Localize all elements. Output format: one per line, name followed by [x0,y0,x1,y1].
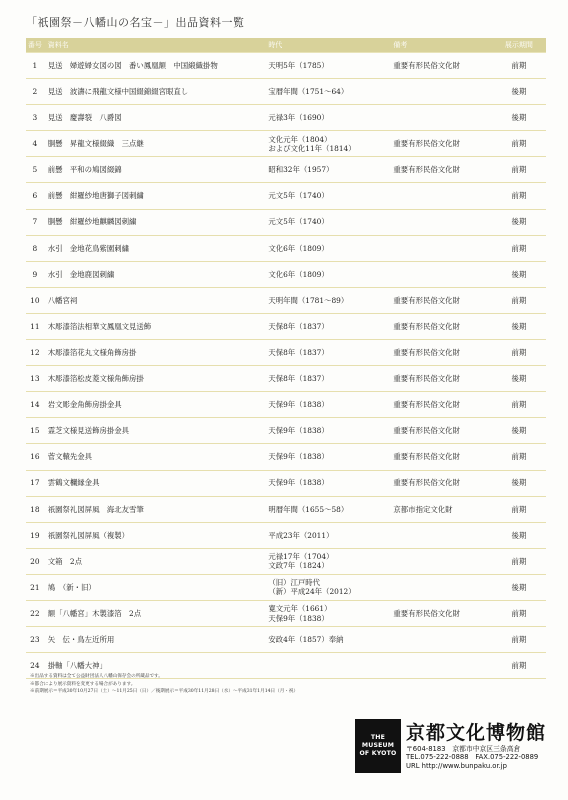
row-note: 重要有形民俗文化財 [393,295,460,305]
row-era-line: 昭和32年（1957） [268,165,334,175]
row-period: 前期 [511,661,527,671]
table-row [26,497,546,523]
row-era-line: 天保9年（1838） [268,400,329,410]
museum-name: 京都文化博物館 [406,722,547,744]
row-item-name [44,661,265,670]
row-note: 重要有形民俗文化財 [393,321,460,331]
museum-info [406,718,546,770]
row-era-line: 安政4年（1857）奉納 [268,634,344,644]
table-row [26,53,546,79]
row-era [264,135,389,154]
row-item-name-text: 木彫漆箔法相華文鳳凰文見送飾 [47,321,152,331]
museum-url[interactable]: URL http://www.bunpaku.or.jp [406,761,507,770]
row-era-line: 明暦年間（1655～58） [268,504,349,514]
row-period: 後期 [511,582,527,592]
row-era [264,426,389,435]
row-item-name-text: 八幡宮祠 [47,295,78,305]
row-era [264,635,389,644]
row-item-name [44,478,265,487]
row-era [264,244,389,253]
row-item-name [44,400,265,409]
row-item-name [44,165,265,174]
row-number: 23 [30,634,40,644]
row-number: 5 [32,165,38,175]
row-number: 7 [32,217,38,227]
header-name: 資料名 [47,41,69,49]
row-item-name-text: 文箱 2点 [47,556,82,566]
row-note: 重要有形民俗文化財 [393,347,460,357]
table-row [26,131,546,157]
table-row [26,366,546,392]
row-period: 後期 [511,87,527,97]
museum-phone-fax: TEL.075-222-0888 FAX.075-222-0889 [406,753,539,762]
row-number: 8 [32,243,38,253]
header-period: 展示期間 [504,41,533,49]
table-row [26,79,546,105]
row-note: 重要有形民俗文化財 [393,478,460,488]
row-item-name-text: 胴懸 昇龍文様綴織 三点継 [47,139,144,149]
row-item-name [44,296,265,305]
header-era: 時代 [268,41,283,49]
footnote-line: ※都合により展示資料を変更する場合があります。 [30,681,136,687]
row-item-name [44,609,265,618]
row-era [264,604,389,623]
row-item-name [44,348,265,357]
row-number: 11 [30,321,40,331]
row-note: 重要有形民俗文化財 [393,452,460,462]
row-era-line: 元禄3年（1690） [268,113,329,123]
row-period: 前期 [511,556,527,566]
row-item-name-text: 前懸 平和の鳩図綴錦 [47,165,122,175]
row-item-name [44,583,265,592]
row-era [264,61,389,70]
row-note: 重要有形民俗文化財 [393,374,460,384]
row-era-line: 天明5年（1785） [268,60,329,70]
row-era-line: 元禄17年（1704） [268,552,334,562]
row-era [264,296,389,305]
row-era [264,348,389,357]
row-number: 3 [32,113,38,123]
row-note: 重要有形民俗文化財 [393,426,460,436]
row-era-line: （旧）江戸時代 [268,578,321,588]
row-item-name-text: 岩文彫金角飾房掛金具 [47,400,122,410]
row-item-name [44,87,265,96]
row-period: 後期 [511,374,527,384]
row-number: 15 [30,426,40,436]
row-item-name-text: 掛軸「八幡大神」 [47,661,107,671]
header-note: 備考 [393,41,408,49]
row-item-name-text: 祇園祭礼図屏風（複製） [47,530,130,540]
row-era-line: 天保8年（1837） [268,321,329,331]
row-period: 前期 [511,347,527,357]
row-item-name [44,452,265,461]
row-number: 2 [32,87,38,97]
row-number: 19 [30,530,40,540]
row-item-name-text: 木彫漆箔松皮菱文様角飾房掛 [47,374,144,384]
row-era-line: 平成23年（2011） [268,530,334,540]
row-item-name-text: 菅文轅先金具 [47,452,93,462]
row-period: 前期 [511,295,527,305]
row-number: 21 [30,582,40,592]
row-item-name-text: 前懸 紺羅紗地唐獅子図刺繍 [47,191,144,201]
table-row [26,157,546,183]
row-era-line: （新）平成24年（2012） [268,587,356,597]
logo-text-line: THE [370,734,386,741]
row-period: 前期 [511,60,527,70]
row-period: 後期 [511,530,527,540]
row-era [264,270,389,279]
row-number: 14 [30,400,40,410]
row-item-name [44,635,265,644]
footnotes [30,673,530,696]
row-number: 22 [30,608,40,618]
row-period: 後期 [511,217,527,227]
table-row [26,314,546,340]
row-number: 4 [32,139,38,149]
row-item-name-text: 水引 金地鹿図刺繍 [47,269,115,279]
row-item-name-text: 矢 伝・鳥左近所用 [47,634,115,644]
row-era-line: 元文5年（1740） [268,217,329,227]
row-period: 前期 [511,634,527,644]
row-era-line: 天保8年（1837） [268,374,329,384]
table-row [26,627,546,653]
row-item-name [44,113,265,122]
table-header [26,38,546,52]
row-era-line: 文化6年（1809） [268,269,329,279]
row-item-name-text: 胴懸 紺羅紗地麒麟図刺繍 [47,217,137,227]
row-number: 17 [30,478,40,488]
row-number: 12 [30,347,40,357]
table-row [26,523,546,549]
row-period: 前期 [511,191,527,201]
row-note: 重要有形民俗文化財 [393,400,460,410]
table-row [26,444,546,470]
row-era [264,87,389,96]
page-title: 「祇園祭－八幡山の名宝－」出品資料一覧 [26,16,245,29]
row-era-line: 宝暦年間（1751～64） [268,87,349,97]
row-period: 後期 [511,321,527,331]
row-number: 10 [30,295,40,305]
table-row [26,105,546,131]
row-item-name-text: 水引 金地花鳥紫園刺繍 [47,243,130,253]
row-era-line: 天保9年（1838） [268,426,329,436]
row-era-line: 天保8年（1837） [268,347,329,357]
exhibit-list-table [26,38,546,679]
table-row [26,418,546,444]
row-item-name [44,505,265,514]
row-item-name [44,61,265,70]
row-number: 16 [30,452,40,462]
row-era [264,191,389,200]
row-number: 24 [30,661,40,671]
row-era-line: 天保9年（1838） [268,452,329,462]
table-body [26,52,546,679]
logo-text-line: MUSEUM [361,742,395,749]
row-era-line: 元文5年（1740） [268,191,329,201]
row-number: 20 [30,556,40,566]
row-period: 後期 [511,478,527,488]
table-row [26,601,546,627]
row-item-name-text: 霊芝文様見送飾房掛金具 [47,426,130,436]
row-era-line: 天保9年（1838） [268,478,329,488]
row-era [264,322,389,331]
table-row [26,392,546,418]
table-row [26,183,546,209]
row-era [264,165,389,174]
row-era [264,478,389,487]
row-number: 6 [32,191,38,201]
row-item-name [44,322,265,331]
row-item-name [44,374,265,383]
row-item-name-text: 祇園祭礼図屏風 海北友雪筆 [47,504,144,514]
row-item-name [44,139,265,148]
row-number: 18 [30,504,40,514]
row-era [264,578,389,597]
table-row [26,575,546,601]
table-row [26,471,546,497]
row-note: 重要有形民俗文化財 [393,608,460,618]
row-period: 前期 [511,504,527,514]
table-row [26,262,546,288]
row-era [264,400,389,409]
row-era [264,113,389,122]
row-era-line: 文化6年（1809） [268,243,329,253]
row-period: 後期 [511,113,527,123]
row-era-line: 文政7年（1824） [268,561,329,571]
row-item-name-text: 見送 婦遊婦女図の図 番い鳳凰額 中国緞織掛物 [47,60,218,70]
row-note: 重要有形民俗文化財 [393,165,460,175]
row-item-name [44,426,265,435]
row-item-name [44,531,265,540]
row-item-name [44,244,265,253]
row-period: 後期 [511,426,527,436]
row-period: 前期 [511,608,527,618]
row-item-name [44,191,265,200]
row-period: 前期 [511,165,527,175]
row-item-name [44,217,265,226]
row-number: 1 [32,60,38,70]
row-number: 9 [32,269,38,279]
row-item-name-text: 額「八幡宮」木製漆箔 2点 [47,608,142,618]
row-period: 前期 [511,452,527,462]
row-era [264,452,389,461]
footnote-line: ※出品する資料は全て公益財団法人八幡山保存会の所蔵品です。 [30,674,163,679]
row-era [264,531,389,540]
row-period: 前期 [511,243,527,253]
table-row [26,288,546,314]
row-period: 前期 [511,139,527,149]
row-item-name-text: 見送 慶壽裂 八爵図 [47,113,122,123]
row-era [264,552,389,571]
row-number: 13 [30,374,40,384]
row-era [264,505,389,514]
row-era-line: 文化元年（1804） [268,134,332,144]
header-no: 番号 [27,41,42,49]
row-note: 重要有形民俗文化財 [393,60,460,70]
row-note: 京都市指定文化財 [393,504,453,514]
table-row [26,549,546,575]
row-period: 後期 [511,269,527,279]
row-era-line: 寛文元年（1661） [268,604,332,614]
row-era [264,374,389,383]
row-item-name [44,270,265,279]
table-row [26,340,546,366]
row-note: 重要有形民俗文化財 [393,139,460,149]
row-era-line: 天保9年（1838） [268,613,329,623]
row-item-name [44,557,265,566]
logo-text-line: OF KYOTO [359,750,397,757]
table-row [26,210,546,236]
row-era-line: 天明年間（1781～89） [268,295,349,305]
table-row [26,236,546,262]
footnote-line: ※前期展示＝平成30年10月27日（土）～11月25日（日）／後期展示＝平成30年11月28日（水）～平成31年1月14日（月・祝） [30,689,299,695]
row-period: 前期 [511,400,527,410]
row-item-name-text: 鳩 （新・旧） [47,582,96,592]
row-item-name-text: 木彫漆箔花丸文様角飾房掛 [47,347,137,357]
museum-logo [355,719,401,773]
row-item-name-text: 見送 波濤に飛龍文様中国綴錦綴宮眼直し [47,87,189,97]
row-era-line: および文化11年（1814） [268,143,356,153]
museum-address: 〒604-8183 京都市中京区三条高倉 [406,745,521,753]
row-era [264,217,389,226]
row-item-name-text: 雲鶴文欄縁金具 [47,478,100,488]
